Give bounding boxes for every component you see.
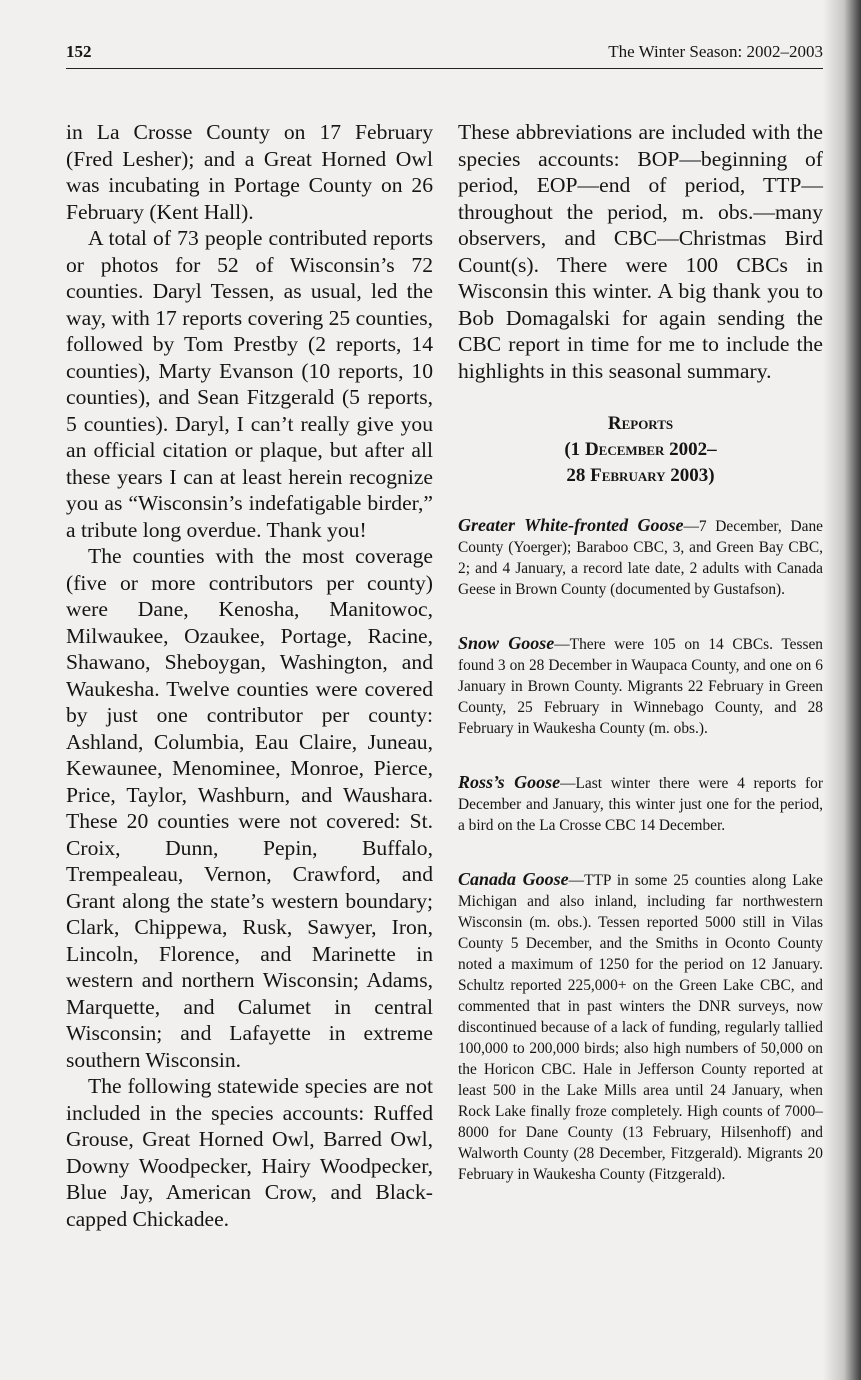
species-name: Snow Goose xyxy=(458,633,555,653)
reports-heading xyxy=(458,411,823,489)
species-entry-rosss-goose xyxy=(458,772,823,836)
species-text: —There were 105 on 14 CBCs. Tessen found 3 on 28 December in Waupaca County, and one on 6 January in Brown County. Migrants 22 February in Green County, 25 February in Winnebago County, and 28 February in Waukesha County (m. obs.). xyxy=(458,636,823,737)
header-rule xyxy=(66,68,823,69)
right-column xyxy=(458,119,823,1185)
left-paragraph-4: The following statewide species are not included in the species accounts: Ruffed Grouse, Great Horned Owl, Barred Owl, Downy Woodpecker, Hairy Woodpecker, Blue Jay, American Crow, and Black-capped Chickadee. xyxy=(66,1074,433,1231)
page-header xyxy=(66,42,823,68)
page-binding-shadow xyxy=(823,0,861,1380)
left-paragraph-3: The counties with the most coverage (five or more contributors per county) were Dane, Kenosha, Manitowoc, Milwaukee, Ozaukee, Portage, Racine, Shawano, Sheboygan, Washington, and Waukesha. Twelve counties were covered by just one contributor per county: Ashland, Columbia, Eau Claire, Juneau, Kewaunee, Menominee, Monroe, Pierce, Price, Taylor, Washburn, and Waushara. These 20 counties were not covered: St. Croix, Dunn, Pepin, Buffalo, Trempealeau, Vernon, Crawford, and Grant along the state’s western boundary; Clark, Chippewa, Rusk, Sawyer, Iron, Lincoln, Florence, and Marinette in western and northern Wisconsin; Adams, Marquette, and Calumet in central Wisconsin; and Lafayette in extreme southern Wisconsin. xyxy=(66,544,433,1072)
page-number: 152 xyxy=(66,42,92,61)
species-name: Canada Goose xyxy=(458,869,569,889)
reports-heading-line-2: (1 December 2002– xyxy=(564,439,717,460)
abbreviations-paragraph: These abbreviations are included with the species accounts: BOP—beginning of period, EOP—end of period, TTP—throughout the period, m. obs.—many observers, and CBC—Christmas Bird Count(s). There were 100 CBCs in Wisconsin this winter. A big thank you to Bob Domagalski for again sending the CBC report in time for me to include the highlights in this seasonal summary. xyxy=(458,120,823,383)
left-paragraph-2: A total of 73 people contributed reports or photos for 52 of Wisconsin’s 72 counties. Daryl Tessen, as usual, led the way, with 17 reports covering 25 counties, followed by Tom Prestby (2 reports, 14 counties), Marty Evanson (10 reports, 10 counties), and Sean Fitzgerald (5 reports, 5 counties). Daryl, I can’t really give you an official citation or plaque, but after all these years I can at least herein recognize you as “Wisconsin’s indefatigable birder,” a tribute long overdue. Thank you! xyxy=(66,226,433,542)
species-text: —Last winter there were 4 reports for December and January, this winter just one for the period, a bird on the La Crosse CBC 14 December. xyxy=(458,775,823,834)
left-column xyxy=(66,119,433,1232)
species-name: Ross’s Goose xyxy=(458,772,561,792)
species-text: —7 December, Dane County (Yoerger); Baraboo CBC, 3, and Green Bay CBC, 2; and 4 January, a record late date, 2 adults with Canada Geese in Brown County (documented by Gustafson). xyxy=(458,518,823,598)
species-name: Greater White-fronted Goose xyxy=(458,515,684,535)
reports-heading-line-3: 28 February 2003) xyxy=(566,465,715,486)
species-entry-greater-white-fronted-goose xyxy=(458,515,823,600)
running-title: The Winter Season: 2002–2003 xyxy=(608,42,823,61)
reports-heading-line-1: Reports xyxy=(607,413,674,434)
species-text: —TTP in some 25 counties along Lake Michigan and also inland, including far northwestern Wisconsin (m. obs.). Tessen reported 5000 still in Vilas County 5 December, and the Smiths in Oconto County noted a maximum of 1250 for the period on 12 January. Schultz reported 225,000+ on the Green Lake CBC, and commented that in past winters the DNR surveys, now discontinued because of a lack of funding, regularly tallied 100,000 to 200,000 birds; also high numbers of 50,000 on the Horicon CBC. Hale in Jefferson County reported at least 500 in the Lake Mills area until 24 January, when Rock Lake finally froze completely. High counts of 7000–8000 for Dane County (13 February, Hilsenhoff) and Walworth County (28 December, Fitzgerald). Migrants 20 February in Waukesha County (Fitzgerald). xyxy=(458,872,823,1183)
species-entry-snow-goose xyxy=(458,633,823,739)
left-paragraph-1: in La Crosse County on 17 February (Fred Lesher); and a Great Horned Owl was incubating in Portage County on 26 February (Kent Hall). xyxy=(66,120,433,224)
species-entry-canada-goose xyxy=(458,869,823,1185)
